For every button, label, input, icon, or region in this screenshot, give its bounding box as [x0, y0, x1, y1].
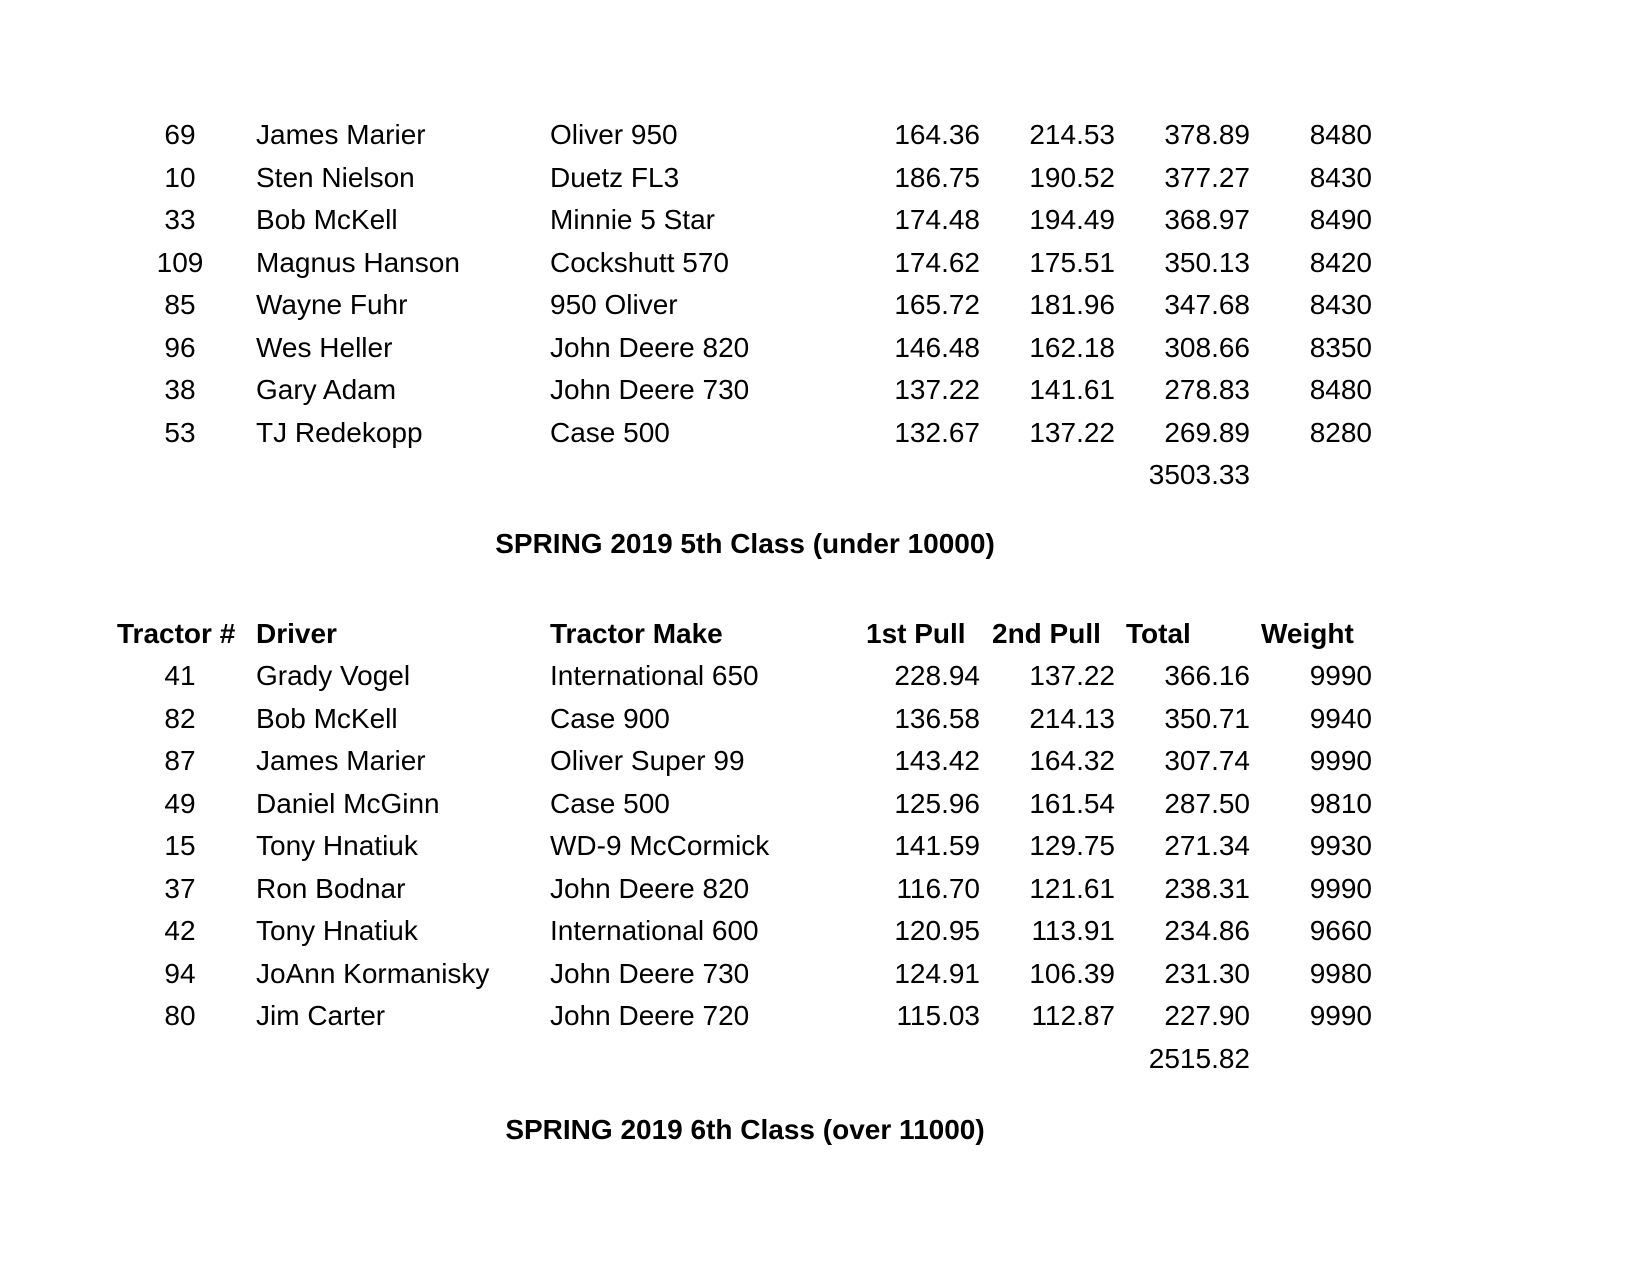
second-pull-cell: 214.53: [1029, 119, 1115, 150]
driver-cell: Bob McKell: [256, 204, 398, 235]
table-row: [0, 698, 1650, 741]
second-pull-cell: 214.13: [1029, 702, 1115, 734]
weight-cell: 9990: [1309, 1000, 1372, 1031]
first-pull-cell: 116.70: [896, 872, 980, 904]
header-second-pull: 2nd Pull: [992, 618, 1101, 649]
first-pull-cell: 164.36: [894, 119, 980, 150]
table-row: [0, 369, 1650, 412]
driver-cell: Tony Hnatiuk: [256, 915, 418, 946]
second-pull-cell: 141.61: [1029, 374, 1115, 405]
driver-cell: Grady Vogel: [256, 660, 411, 691]
second-pull-cell: 106.39: [1029, 957, 1115, 989]
tractor-make-cell: John Deere 820: [550, 872, 750, 904]
tractor-number-cell: 80: [164, 1000, 196, 1031]
total-cell: 238.31: [1164, 872, 1250, 904]
header-first-pull: 1st Pull: [866, 618, 966, 649]
total-cell: 378.89: [1164, 119, 1250, 150]
tractor-number-cell: 10: [164, 161, 196, 193]
weight-cell: 9990: [1309, 745, 1372, 776]
weight-cell: 8430: [1309, 289, 1372, 320]
second-pull-cell: 137.22: [1029, 416, 1115, 448]
table-row: [0, 114, 1650, 157]
tractor-number-cell: 41: [164, 660, 196, 691]
total-cell: 350.13: [1164, 246, 1250, 278]
driver-cell: Jim Carter: [256, 1000, 386, 1031]
table-row: [0, 910, 1650, 953]
tractor-make-cell: Oliver Super 99: [550, 745, 745, 776]
driver-cell: TJ Redekopp: [256, 416, 423, 448]
weight-cell: 8490: [1309, 204, 1372, 235]
tractor-number-cell: 96: [164, 331, 196, 363]
total-cell: 287.50: [1164, 787, 1250, 819]
results-table-class5: [0, 655, 1650, 1080]
tractor-make-cell: John Deere 720: [550, 1000, 750, 1031]
tractor-make-cell: John Deere 730: [550, 957, 750, 989]
second-pull-cell: 194.49: [1029, 204, 1115, 235]
table-row: [0, 655, 1650, 698]
weight-cell: 9980: [1309, 957, 1372, 989]
table-row: [0, 995, 1650, 1038]
table-row: [0, 740, 1650, 783]
first-pull-cell: 124.91: [894, 957, 980, 989]
first-pull-cell: 136.58: [894, 702, 980, 734]
tractor-make-cell: 950 Oliver: [550, 289, 678, 320]
tractor-number-cell: 37: [164, 872, 196, 904]
tractor-make-cell: Oliver 950: [550, 119, 678, 150]
table-row: [0, 412, 1650, 455]
first-pull-cell: 120.95: [894, 915, 980, 946]
results-table-previous-class: [0, 114, 1650, 497]
second-pull-cell: 129.75: [1029, 830, 1115, 861]
tractor-make-cell: John Deere 820: [550, 331, 750, 363]
sum-total: 3503.33: [1148, 459, 1250, 490]
second-pull-cell: 162.18: [1029, 331, 1115, 363]
first-pull-cell: 165.72: [894, 289, 980, 320]
header-driver: Driver: [256, 618, 337, 649]
tractor-make-cell: International 650: [550, 660, 759, 691]
weight-cell: 8350: [1309, 331, 1372, 363]
second-pull-cell: 161.54: [1029, 787, 1115, 819]
tractor-make-cell: Case 500: [550, 787, 670, 819]
driver-cell: James Marier: [256, 745, 426, 776]
driver-cell: Wes Heller: [256, 331, 393, 363]
total-cell: 269.89: [1164, 416, 1250, 448]
weight-cell: 9940: [1309, 702, 1372, 734]
class5-title: SPRING 2019 5th Class (under 10000): [495, 528, 995, 559]
weight-cell: 8480: [1309, 374, 1372, 405]
total-cell: 227.90: [1164, 1000, 1250, 1031]
driver-cell: Daniel McGinn: [256, 787, 440, 819]
tractor-number-cell: 38: [164, 374, 196, 405]
total-cell: 271.34: [1164, 830, 1250, 861]
second-pull-cell: 175.51: [1029, 246, 1115, 278]
tractor-number-cell: 15: [164, 830, 196, 861]
second-pull-cell: 137.22: [1029, 660, 1115, 691]
table-row: [0, 199, 1650, 242]
table-row: [0, 783, 1650, 826]
header-total: Total: [1126, 618, 1191, 649]
header-tractor-number: Tractor #: [117, 618, 236, 649]
tractor-number-cell: 33: [164, 204, 196, 235]
total-cell: 307.74: [1164, 745, 1250, 776]
first-pull-cell: 137.22: [894, 374, 980, 405]
tractor-make-cell: John Deere 730: [550, 374, 750, 405]
tractor-number-cell: 53: [164, 416, 196, 448]
second-pull-cell: 164.32: [1029, 745, 1115, 776]
sum-row: [0, 1038, 1650, 1081]
table-row: [0, 868, 1650, 911]
tractor-number-cell: 85: [164, 289, 196, 320]
first-pull-cell: 141.59: [894, 830, 980, 861]
header-tractor-make: Tractor Make: [550, 618, 723, 649]
driver-cell: Wayne Fuhr: [256, 289, 408, 320]
first-pull-cell: 132.67: [894, 416, 980, 448]
weight-cell: 9810: [1309, 787, 1372, 819]
weight-cell: 9930: [1309, 830, 1372, 861]
driver-cell: James Marier: [256, 119, 426, 150]
driver-cell: Sten Nielson: [256, 161, 415, 193]
total-cell: 377.27: [1164, 161, 1250, 193]
first-pull-cell: 174.48: [894, 204, 980, 235]
first-pull-cell: 228.94: [894, 660, 980, 691]
tractor-make-cell: Case 500: [550, 416, 670, 448]
weight-cell: 8420: [1309, 246, 1372, 278]
weight-cell: 8280: [1309, 416, 1372, 448]
total-cell: 347.68: [1164, 289, 1250, 320]
tractor-make-cell: Case 900: [550, 702, 670, 734]
first-pull-cell: 174.62: [894, 246, 980, 278]
tractor-make-cell: International 600: [550, 915, 759, 946]
second-pull-cell: 121.61: [1029, 872, 1115, 904]
weight-cell: 9990: [1309, 660, 1372, 691]
weight-cell: 8430: [1309, 161, 1372, 193]
table-row: [0, 242, 1650, 285]
driver-cell: Magnus Hanson: [256, 246, 460, 278]
tractor-make-cell: Duetz FL3: [550, 161, 680, 193]
total-cell: 231.30: [1164, 957, 1250, 989]
weight-cell: 9660: [1309, 915, 1372, 946]
total-cell: 368.97: [1164, 204, 1250, 235]
weight-cell: 8480: [1309, 119, 1372, 150]
second-pull-cell: 112.87: [1031, 1000, 1115, 1031]
table-row: [0, 284, 1650, 327]
table-row: [0, 825, 1650, 868]
header-weight: Weight: [1261, 618, 1354, 649]
table-row: [0, 953, 1650, 996]
class6-title: SPRING 2019 6th Class (over 11000): [505, 1114, 985, 1145]
tractor-number-cell: 49: [164, 787, 196, 819]
driver-cell: Ron Bodnar: [256, 872, 406, 904]
weight-cell: 9990: [1309, 872, 1372, 904]
tractor-make-cell: Cockshutt 570: [550, 246, 729, 278]
tractor-number-cell: 82: [164, 702, 196, 734]
second-pull-cell: 113.91: [1031, 915, 1115, 946]
tractor-make-cell: WD-9 McCormick: [550, 830, 770, 861]
tractor-number-cell: 109: [156, 246, 204, 278]
table-row: [0, 157, 1650, 200]
total-cell: 308.66: [1164, 331, 1250, 363]
tractor-number-cell: 87: [164, 745, 196, 776]
second-pull-cell: 190.52: [1029, 161, 1115, 193]
sum-total: 2515.82: [1148, 1042, 1250, 1074]
tractor-number-cell: 69: [164, 119, 196, 150]
first-pull-cell: 115.03: [896, 1000, 980, 1031]
driver-cell: JoAnn Kormanisky: [256, 957, 490, 989]
driver-cell: Bob McKell: [256, 702, 398, 734]
tractor-number-cell: 42: [164, 915, 196, 946]
sum-row: [0, 454, 1650, 497]
total-cell: 278.83: [1164, 374, 1250, 405]
tractor-make-cell: Minnie 5 Star: [550, 204, 715, 235]
table-row: [0, 327, 1650, 370]
first-pull-cell: 143.42: [894, 745, 980, 776]
total-cell: 366.16: [1164, 660, 1250, 691]
driver-cell: Gary Adam: [256, 374, 397, 405]
tractor-number-cell: 94: [164, 957, 196, 989]
second-pull-cell: 181.96: [1029, 289, 1115, 320]
total-cell: 350.71: [1164, 702, 1250, 734]
total-cell: 234.86: [1164, 915, 1250, 946]
class5-table-header: [0, 613, 1650, 656]
driver-cell: Tony Hnatiuk: [256, 830, 418, 861]
first-pull-cell: 186.75: [894, 161, 980, 193]
first-pull-cell: 146.48: [894, 331, 980, 363]
first-pull-cell: 125.96: [894, 787, 980, 819]
